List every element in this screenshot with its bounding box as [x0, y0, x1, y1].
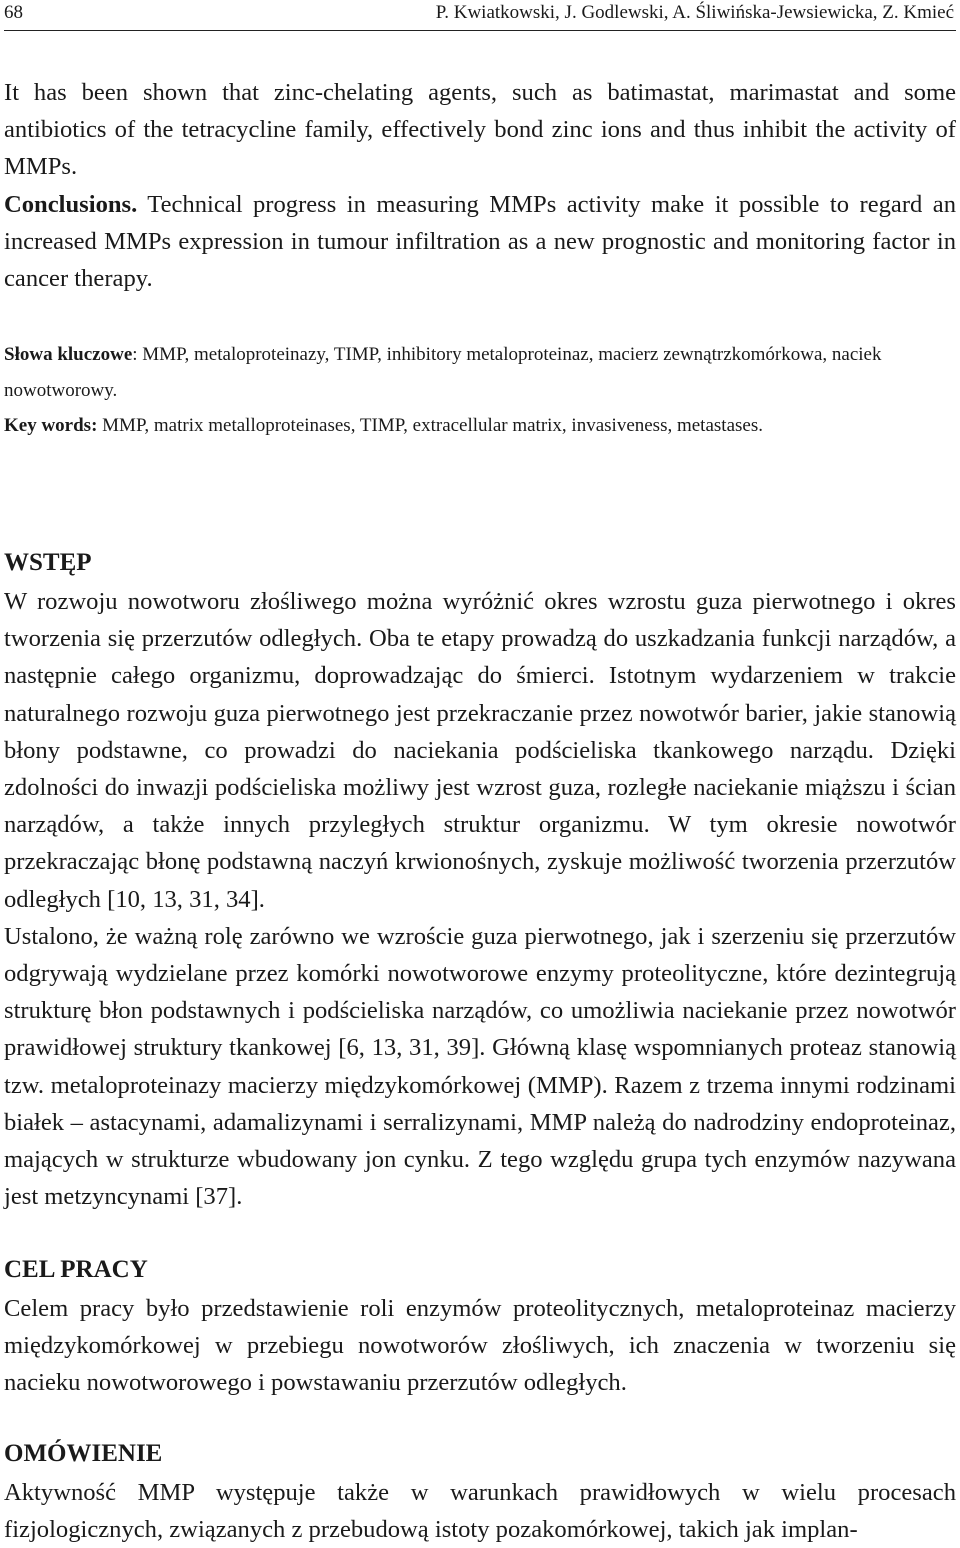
omowienie-paragraph: Aktywność MMP występuje także w warunkach prawidłowych w wielu procesach fizjologicznych, związanych z przebudową istoty pozakomórkowej, takich jak implan-	[4, 1479, 956, 1544]
conclusions-text: Technical progress in measuring MMPs activity make it possible to regard an increased MMPs expression in tumour infiltration as a new prognostic and monitoring factor in cancer therapy.	[4, 190, 956, 293]
keywords-english-label: Key words:	[4, 415, 98, 436]
keywords-polish-label: Słowa kluczowe	[4, 344, 133, 365]
keywords-polish-text: : MMP, metaloproteinazy, TIMP, inhibitory metaloproteinaz, macierz zewnątrzkomórkowa, naciek nowotworowy.	[4, 344, 882, 401]
section-heading-cel-pracy: CEL PRACY	[4, 1256, 148, 1283]
page-number: 68	[4, 2, 23, 23]
conclusions-label: Conclusions.	[4, 190, 138, 218]
keywords-polish	[4, 337, 956, 408]
wstep-section	[4, 583, 956, 1215]
abstract-paragraph: It has been shown that zinc-chelating agents, such as batimastat, marimastat and some antibiotics of the tetracycline family, effectively bond zinc ions and thus inhibit the activity of MMPs.	[4, 79, 956, 181]
keywords-english-text: MMP, matrix metalloproteinases, TIMP, extracellular matrix, invasiveness, metastases.	[102, 415, 763, 436]
cel-paragraph: Celem pracy było przedstawienie roli enzymów proteolitycznych, metaloproteinaz macierzy międzykomórkowej w przebiegu nowotworów złośliwych, ich znaczenia w tworzeniu się nacieku nowotworowego i powstawaniu przerzutów odległych.	[4, 1295, 956, 1397]
cel-section	[4, 1290, 956, 1402]
abstract-block	[4, 74, 956, 297]
conclusions-paragraph	[4, 186, 956, 298]
keywords-block	[4, 337, 956, 444]
section-heading-omowienie: OMÓWIENIE	[4, 1440, 163, 1467]
wstep-paragraph-1: W rozwoju nowotworu złośliwego można wyróżnić okres wzrostu guza pierwotnego i okres tworzenia się przerzutów odległych. Oba te etapy prowadzą do uszkadzania funkcji narządów, a następnie całego organizmu, doprowadzając do śmierci. Istotnym wydarzeniem w trakcie naturalnego rozwoju guza pierwotnego jest przekraczanie przez nowotwór barier, jakie stanowią błony podstawne, co prowadzi do naciekania podścieliska tkankowego narządu. Dzięki zdolności do inwazji podścieliska możliwy jest wzrost guza, rozległe naciekanie miąższu i ścian narządów, a także innych przyległych struktur organizmu. W tym okresie nowotwór przekraczając błonę podstawną naczyń krwionośnych, zyskuje możliwość tworzenia przerzutów odległych [10, 13, 31, 34].	[4, 588, 956, 913]
page-header	[4, 0, 956, 31]
keywords-english	[4, 408, 956, 444]
omowienie-section	[4, 1474, 956, 1548]
section-heading-wstep: WSTĘP	[4, 549, 92, 576]
running-head: P. Kwiatkowski, J. Godlewski, A. Śliwińska-Jewsiewicka, Z. Kmieć	[435, 2, 954, 23]
wstep-paragraph-2: Ustalono, że ważną rolę zarówno we wzroście guza pierwotnego, jak i szerzeniu się przerzutów odgrywają wydzielane przez komórki nowotworowe enzymy proteolityczne, które dezintegrują strukturę błon podstawnych i podścieliska narządów, co umożliwia naciekanie przez nowotwór prawidłowej struktury tkankowej [6, 13, 31, 39]. Główną klasę wspomnianych proteaz stanowią tzw. metaloproteinazy macierzy międzykomórkowej (MMP). Razem z trzema innymi rodzinami białek – astacynami, adamalizynami i serralizynami, MMP należą do nadrodziny endoproteinaz, mających w strukturze wbudowany jon cynku. Z tego względu grupa tych enzymów nazywana jest metzyncynami [37].	[4, 922, 956, 1211]
